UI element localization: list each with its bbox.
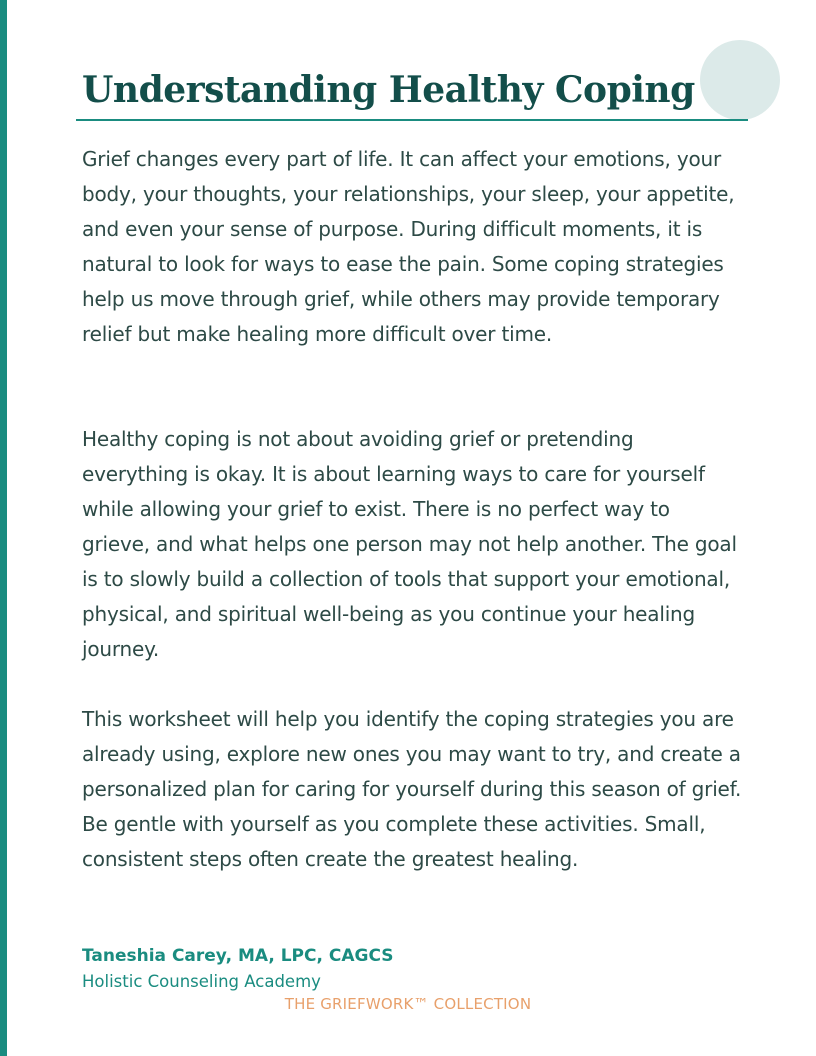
title-underline — [76, 119, 748, 121]
collection-footer: THE GRIEFWORK™ COLLECTION — [284, 995, 532, 1013]
worksheet-purpose-paragraph: This worksheet will help you identify the coping strategies you are already using, explore new ones you may want to try, and create a personalized plan for caring for yourself during this season of grief. Be gentle with yourself as you complete these activities. Small, consistent steps often create the greatest healing. — [82, 707, 742, 871]
decorative-circle — [700, 40, 780, 120]
intro-paragraph: Grief changes every part of life. It can affect your emotions, your body, your thoughts, your relationships, your sleep, your appetite, and even your sense of purpose. During difficult moments, it is natural to look for ways to ease the pain. Some coping strategies help us move through grief, while others may provide temporary relief but make healing more difficult over time. — [82, 147, 735, 346]
author-name: Taneshia Carey, MA, LPC, CAGCS — [82, 946, 394, 966]
organization-name: Holistic Counseling Academy — [82, 972, 321, 991]
left-accent-bar — [0, 0, 7, 1056]
page-title: Understanding Healthy Coping — [82, 69, 695, 111]
healthy-coping-paragraph: Healthy coping is not about avoiding grief or pretending everything is okay. It is about learning ways to care for yourself while allowing your grief to exist. There is no perfect way to grieve, and what helps one person may not help another. The goal is to slowly build a collection of tools that support your emotional, physical, and spiritual well-being as you continue your healing journey. — [82, 427, 737, 661]
